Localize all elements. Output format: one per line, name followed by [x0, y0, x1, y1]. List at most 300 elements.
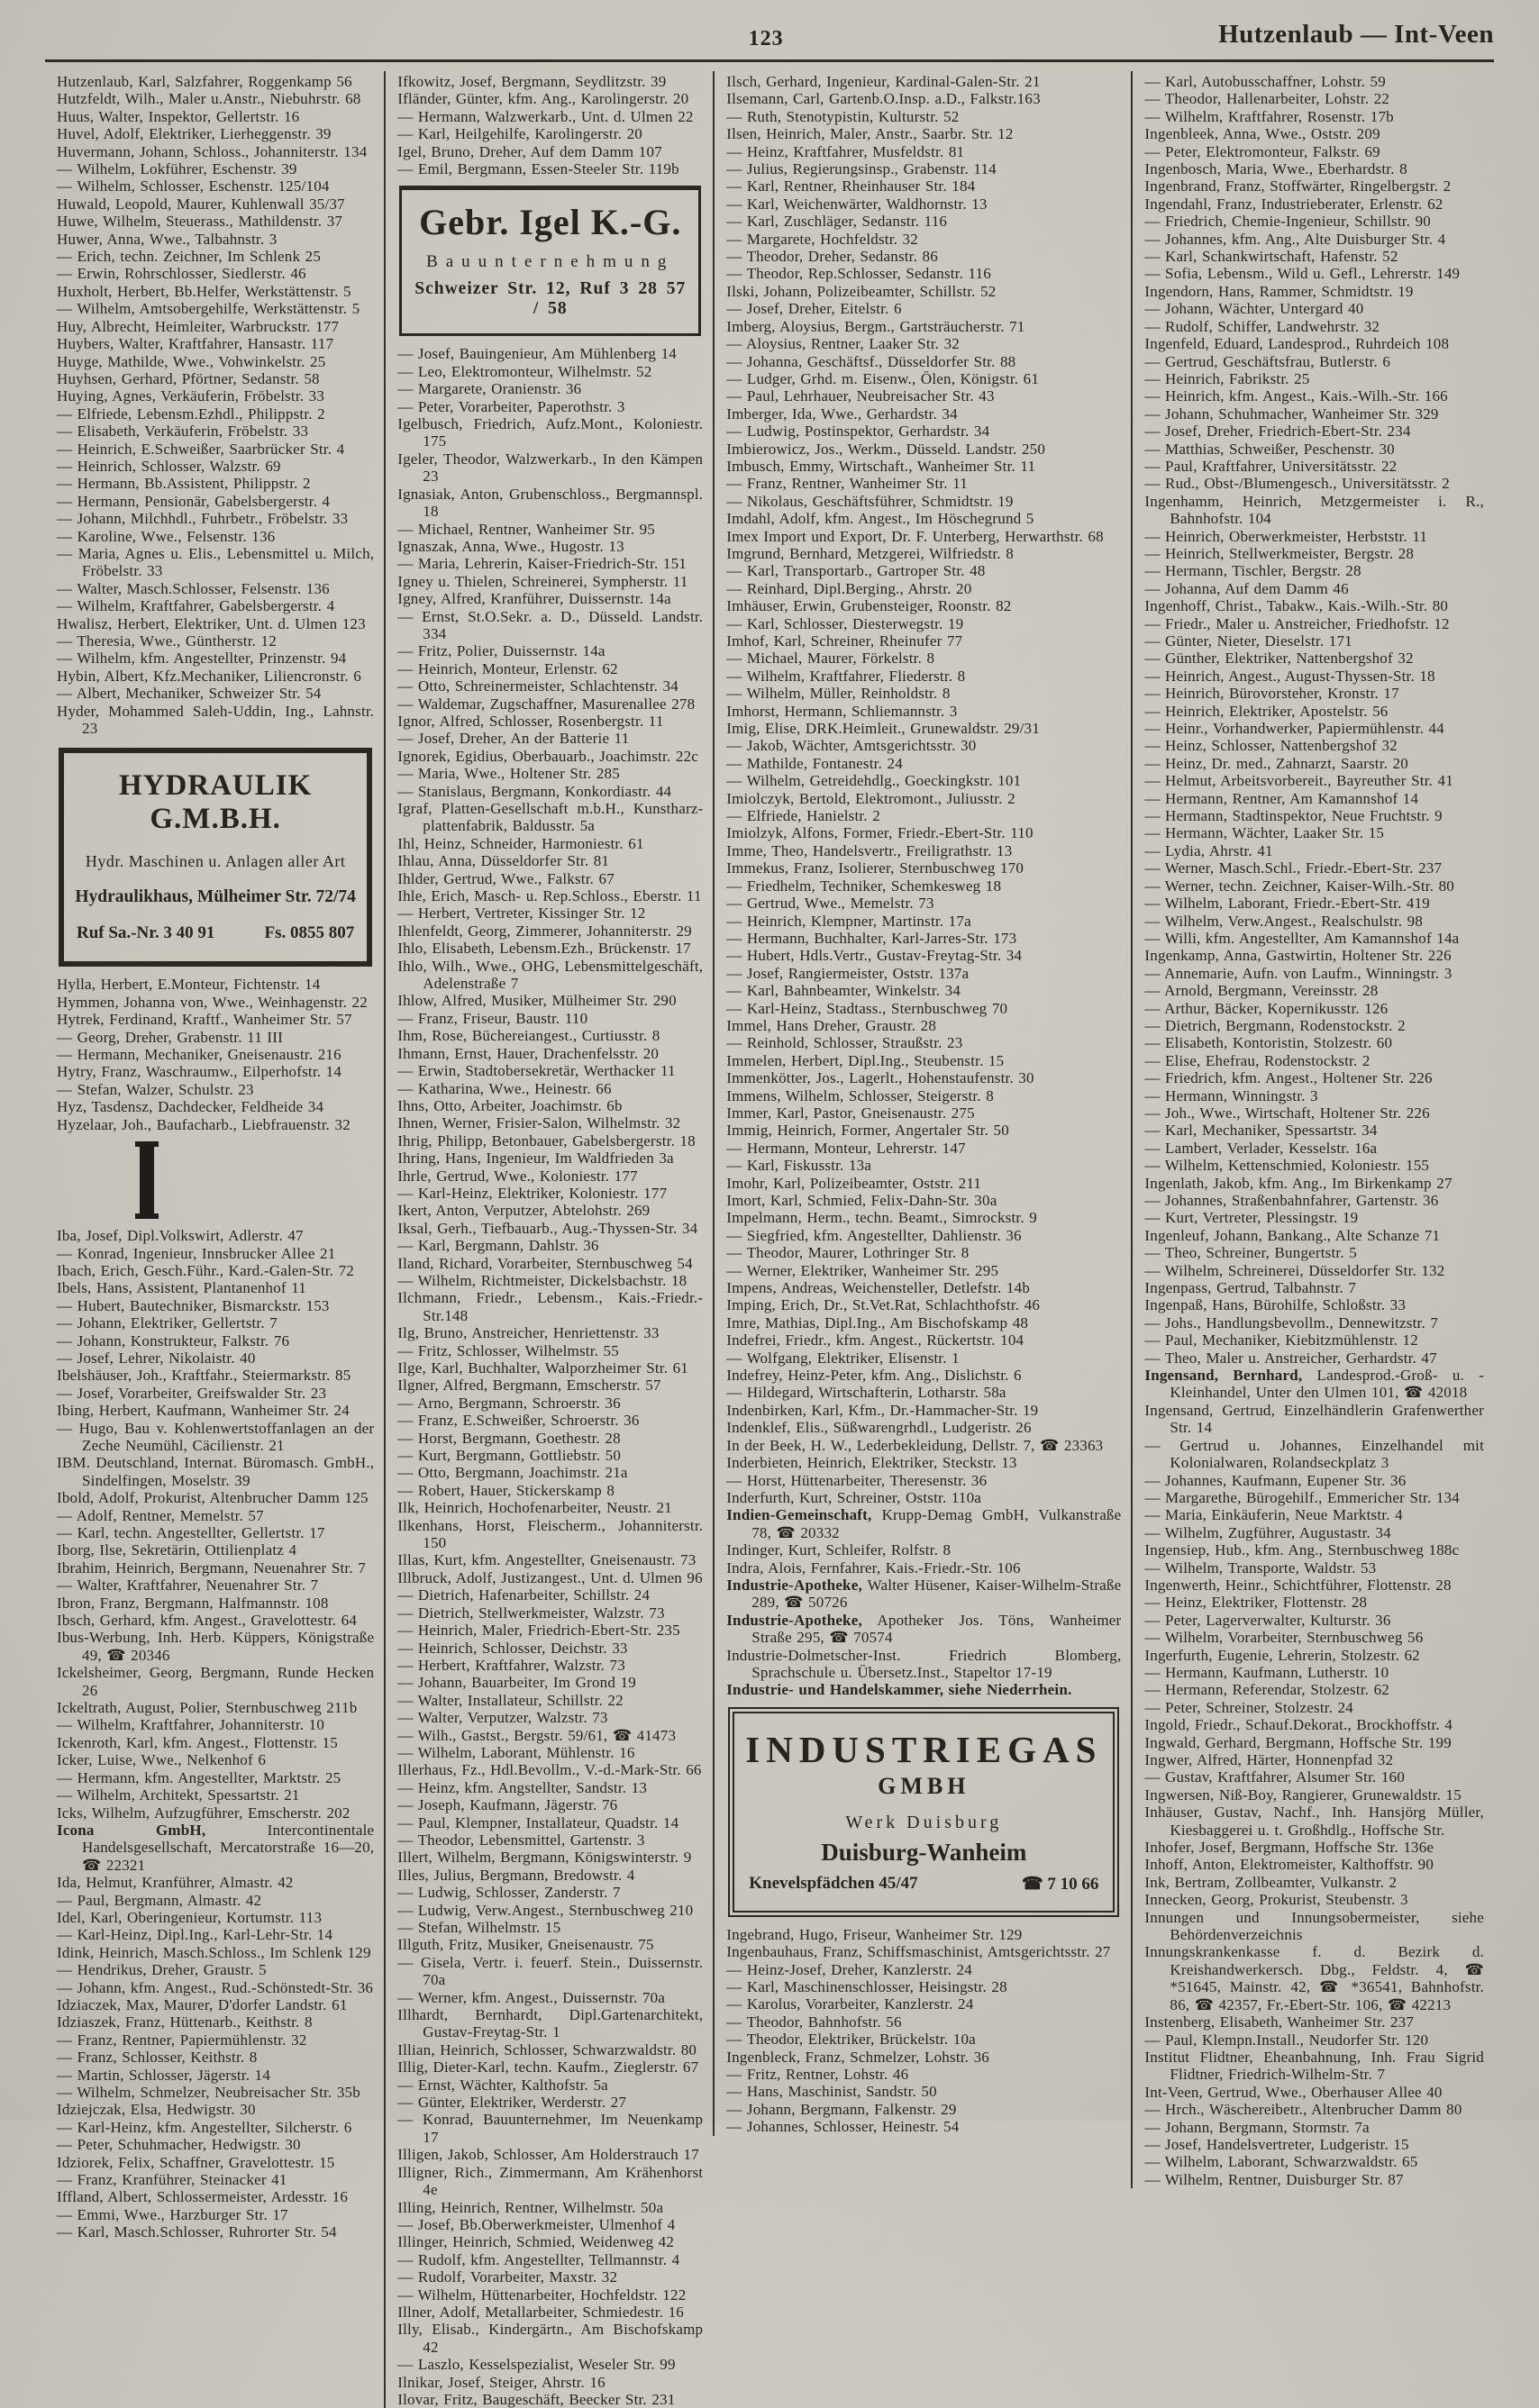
directory-entry: Illes, Julius, Bergmann, Bredowstr. 4: [397, 1866, 635, 1884]
directory-entry: Ilsemann, Carl, Gartenb.O.Insp. a.D., Falkstr.163: [726, 90, 1041, 108]
directory-entry: — Erich, techn. Zeichner, Im Schlenk 25: [57, 248, 322, 266]
entry-bold-name: Industrie-Apotheke,: [726, 1611, 862, 1629]
page-number: 123: [748, 27, 784, 50]
directory-entry: Ibach, Erich, Gesch.Führ., Kard.-Galen-Str. 72: [57, 1261, 354, 1279]
directory-entry: — Karl, Bergmann, Dahlstr. 36: [397, 1237, 599, 1255]
directory-entry: Inhäuser, Gustav, Nachf., Inh. Hansjörg Müller, Kiesbaggerei u. t. Großhdlg., Hoffsche Str.: [1144, 1804, 1484, 1839]
directory-entry: — Wilhelm, Hüttenarbeiter, Hochfeldstr. 122: [397, 2285, 687, 2304]
directory-entry: — Kurt, Bergmann, Gottliebstr. 50: [397, 1447, 622, 1465]
directory-entry: — Theo, Schreiner, Bungertstr. 5: [1144, 1244, 1357, 1262]
ad-industriegas-line: INDUSTRIEGAS: [745, 1728, 1103, 1770]
directory-entry: — Karl, Schlosser, Diesterwegstr. 19: [726, 614, 964, 632]
directory-entry: Ibsch, Gerhard, kfm. Angest., Gravelottestr. 64: [57, 1612, 358, 1630]
directory-entry: Ihring, Hans, Ingenieur, Im Waldfrieden 3a: [397, 1149, 674, 1168]
letter-i-glyph: [140, 1141, 154, 1219]
directory-entry: Inhofer, Josef, Bergmann, Hoffsche Str. 136e: [1144, 1839, 1434, 1857]
directory-entry: Icks, Wilhelm, Aufzugführer, Emscherstr. 202: [57, 1804, 351, 1822]
directory-entry: Innecken, Georg, Prokurist, Steubenstr. 3: [1144, 1891, 1408, 1909]
directory-entry: — Waldemar, Zugschaffner, Masurenallee 278: [397, 695, 696, 713]
directory-entry: — Horst, Hüttenarbeiter, Theresenstr. 36: [726, 1471, 988, 1489]
directory-entry: — Heinrich, Angest., August-Thyssen-Str. 18: [1144, 667, 1435, 685]
directory-entry: — Heinrich, Fabrikstr. 25: [1144, 369, 1310, 387]
entry-bold-name: Ingensand, Bernhard,: [1144, 1367, 1303, 1385]
directory-entry: Ingenhoff, Christ., Tabakw., Kais.-Wilh.-Str. 80: [1144, 597, 1449, 615]
directory-entry: — Heinz, Schlosser, Nattenbergshof 32: [1144, 737, 1398, 755]
directory-entry: — Ludger, Grhd. m. Eisenw., Ölen, Königstr. 61: [726, 369, 1040, 387]
directory-entry: — Ludwig, Schlosser, Zanderstr. 7: [397, 1884, 621, 1902]
directory-entry: Illhardt, Bernhardt, Dipl.Gartenarchitekt, Gustav-Freytag-Str. 1: [397, 2006, 704, 2041]
directory-entry: Ingensand, Bernhard, Landesprod.-Groß- u. -Kleinhandel, Unter den Ulmen 101, ☎ 42018: [1144, 1367, 1485, 1402]
directory-entry: Ihm, Rose, Büchereiangest., Curtiusstr. 8: [397, 1027, 660, 1045]
directory-entry: Imhäuser, Erwin, Grubensteiger, Roonstr. 82: [726, 597, 1012, 615]
directory-entry: — Elise, Ehefrau, Rodenstockstr. 2: [1144, 1051, 1371, 1069]
ad-text: Knevelspfädchen 45/47: [749, 1873, 918, 1893]
directory-entry: Imiolczyk, Bertold, Elektromont., Juliusstr. 2: [726, 789, 1015, 807]
directory-entry: — Johanna, Auf dem Damm 46: [1144, 579, 1349, 597]
ad-hydraulik: [59, 748, 372, 967]
directory-entry: Huvel, Adolf, Elektriker, Lierheggenstr. 39: [57, 125, 332, 143]
directory-entry: — Theodor, Lebensmittel, Gartenstr. 3: [397, 1831, 645, 1849]
directory-entry: Ickelsheimer, Georg, Bergmann, Runde Hecken 26: [57, 1664, 375, 1699]
directory-entry: — Josef, Rangiermeister, Oststr. 137a: [726, 964, 970, 982]
directory-entry: Ingendahl, Franz, Industrieberater, Erlenstr. 62: [1144, 195, 1443, 213]
directory-entry: Immer, Karl, Pastor, Gneisenaustr. 275: [726, 1104, 975, 1122]
ad-industriegas-line: Werk Duisburg: [845, 1812, 1003, 1832]
directory-entry: Indenklef, Elis., Süßwarengrhdl., Ludgeristr. 26: [726, 1419, 1032, 1437]
directory-entry: — Karl, Rentner, Rheinhauser Str. 184: [726, 177, 976, 195]
ad-industriegas: [728, 1707, 1119, 1917]
directory-entry: — Heinr., Vorhandwerker, Papiermühlenstr. 44: [1144, 720, 1444, 738]
directory-entry: — Walter, Verputzer, Walzstr. 73: [397, 1709, 608, 1727]
directory-entry: Hylla, Herbert, E.Monteur, Fichtenstr. 14: [57, 976, 321, 994]
directory-entry: Hyzelaar, Joh., Baufacharb., Liebfrauenstr. 32: [57, 1115, 351, 1133]
directory-entry: — Hermann, Pensionär, Gabelsbergerstr. 4: [57, 492, 331, 510]
directory-entry: Iborg, Ilse, Sekretärin, Ottilienplatz 4: [57, 1541, 297, 1559]
directory-entry: — Heinrich, Klempner, Martinstr. 17a: [726, 912, 971, 930]
directory-entry: — Josef, Handelsvertreter, Ludgeristr. 15: [1144, 2135, 1409, 2153]
directory-entry: Indefrei, Friedr., kfm. Angest., Rückertstr. 104: [726, 1331, 1024, 1349]
directory-entry: — Ruth, Stenotypistin, Kulturstr. 52: [726, 107, 960, 125]
directory-entry: Imme, Theo, Handelsvertr., Freiligrathstr. 13: [726, 841, 1013, 859]
directory-entry: — Karl, Heilgehilfe, Karolingerstr. 20: [397, 125, 642, 143]
directory-entry: — Johannes, Straßenbahnfahrer, Gartenstr. 36: [1144, 1192, 1439, 1209]
directory-entry: Huyge, Mathilde, Wwe., Vohwinkelstr. 25: [57, 352, 326, 370]
directory-entry: — Johann, Bergmann, Falkenstr. 29: [726, 2100, 957, 2118]
ad-text: ☎ 7 10 66: [1021, 1874, 1099, 1894]
directory-entry: Ibelshäuser, Joh., Kraftfahr., Steiermarkstr. 85: [57, 1367, 351, 1385]
directory-entry: Instenberg, Elisabeth, Wanheimer Str. 237: [1144, 2013, 1415, 2031]
directory-entry: — Paul, Mechaniker, Kiebitzmühlenstr. 12: [1144, 1331, 1418, 1349]
directory-entry: Immens, Wilhelm, Schlosser, Steigerstr. 8: [726, 1086, 994, 1104]
directory-entry: — Karl, Zuschläger, Sedanstr. 116: [726, 213, 948, 231]
directory-entry: — Horst, Bergmann, Goethestr. 28: [397, 1429, 621, 1447]
directory-entry: — Hendrikus, Dreher, Graustr. 5: [57, 1961, 267, 1979]
directory-entry: — Georg, Dreher, Grabenstr. 11 III: [57, 1028, 283, 1046]
directory-entry: Imping, Erich, Dr., St.Vet.Rat, Schlachthofstr. 46: [726, 1296, 1041, 1314]
directory-entry: Ihmann, Ernst, Hauer, Drachenfelsstr. 20: [397, 1044, 660, 1062]
directory-entry: Imbierowicz, Jos., Werkm., Düsseld. Landstr. 250: [726, 440, 1046, 458]
directory-entry: — Wilhelm, Zugführer, Augustastr. 34: [1144, 1523, 1391, 1541]
ad-industriegas-line: Duisburg-Wanheim: [821, 1838, 1027, 1866]
ad-text: Fs. 0855 807: [264, 923, 355, 943]
directory-entry: — Walter, Masch.Schlosser, Felsenstr. 136: [57, 579, 330, 597]
directory-entry: — Arthur, Bäcker, Kopernikusstr. 126: [1144, 999, 1389, 1017]
directory-entry: — Wilhelm, Kraftfahrer, Johanniterstr. 10: [57, 1716, 325, 1734]
directory-entry: Ihrig, Philipp, Betonbauer, Gabelsbergerstr. 18: [397, 1131, 696, 1149]
directory-entry: — Johann, Konstrukteur, Falkstr. 76: [57, 1331, 290, 1349]
directory-entry: Imberg, Aloysius, Bergm., Gartsträucherstr. 71: [726, 317, 1025, 335]
directory-entry: — Wilhelm, Kettenschmied, Koloniestr. 155: [1144, 1157, 1430, 1175]
directory-entry: — Gertrud, Geschäftsfrau, Butlerstr. 6: [1144, 352, 1391, 370]
directory-entry: — Wilhelm, Verw.Angest., Realschulstr. 98: [1144, 912, 1424, 930]
directory-entry: — Peter, Vorarbeiter, Paperothstr. 3: [397, 397, 625, 415]
directory-entry: — Emmi, Wwe., Harzburger Str. 17: [57, 2205, 288, 2223]
directory-column-2: [384, 71, 713, 2408]
directory-entry: — Ernst, Wächter, Kalthofstr. 5a: [397, 2076, 608, 2094]
directory-entry: — Rudolf, Vorarbeiter, Maxstr. 32: [397, 2268, 618, 2286]
ad-industriegas-line: GMBH: [878, 1772, 970, 1799]
directory-entry: Inhoff, Anton, Elektromeister, Kalthoffstr. 90: [1144, 1856, 1434, 1874]
directory-entry: — Michael, Rentner, Wanheimer Str. 95: [397, 520, 656, 538]
directory-entry: Imre, Mathias, Dipl.Ing., Am Bischofskamp 48: [726, 1313, 1029, 1331]
directory-entry: Ilg, Bruno, Anstreicher, Henriettenstr. 33: [397, 1324, 660, 1342]
directory-entry: — Werner, Masch.Schl., Friedr.-Ebert-Str. 237: [1144, 859, 1443, 877]
directory-entry: — Johann, Wächter, Untergard 40: [1144, 300, 1364, 318]
directory-entry: Illigen, Jakob, Schlosser, Am Holderstrauch 17: [397, 2146, 699, 2164]
directory-entry: — Karl-Heinz, Stadtass., Sternbuschweg 70: [726, 999, 1008, 1017]
directory-entry: — Wilhelm, Schreinerei, Düsseldorfer Str. 132: [1144, 1261, 1445, 1279]
directory-entry: — Michael, Maurer, Förkelstr. 8: [726, 650, 935, 668]
directory-entry: Ingenpaß, Hans, Bürohilfe, Schloßstr. 33: [1144, 1296, 1407, 1314]
directory-entry: — Hermann, Tischler, Bergstr. 28: [1144, 562, 1361, 580]
ad-igel: [399, 186, 701, 336]
directory-entry: — Laszlo, Kesselspezialist, Weseler Str. 99: [397, 2356, 676, 2374]
directory-entry: In der Beek, H. W., Lederbekleidung, Dellstr. 7, ☎ 23363: [726, 1436, 1104, 1454]
directory-entry: — Hrch., Wäschereibetr., Altenbrucher Damm 80: [1144, 2101, 1462, 2119]
directory-entry: — Dietrich, Hafenarbeiter, Schillstr. 24: [397, 1586, 651, 1604]
directory-entry: — Karl, techn. Angestellter, Gellertstr. 17: [57, 1524, 325, 1541]
directory-entry: — Wilhelm, kfm. Angestellter, Prinzenstr. 94: [57, 650, 347, 668]
directory-entry: — Theodor, Maurer, Lothringer Str. 8: [726, 1244, 970, 1262]
directory-entry: — Theresia, Wwe., Güntherstr. 12: [57, 632, 277, 650]
page-header-range: Hutzenlaub — Int-Veen: [1218, 20, 1494, 49]
directory-entry: Ingenbosch, Maria, Wwe., Eberhardstr. 8: [1144, 160, 1407, 178]
directory-entry: — Wilhelm, Richtmeister, Dickelsbachstr. 18: [397, 1271, 688, 1289]
directory-entry: — Heinrich, Bürovorsteher, Kronstr. 17: [1144, 685, 1399, 703]
directory-entry: Ingenbrand, Franz, Stoffwärter, Ringelbergstr. 2: [1144, 177, 1452, 195]
directory-entry: — Albert, Mechaniker, Schweizer Str. 54: [57, 685, 322, 703]
directory-entry: Ilk, Heinrich, Hochofenarbeiter, Neustr. 21: [397, 1499, 672, 1517]
directory-entry: — Friedr., Maler u. Anstreicher, Friedhofstr. 12: [1144, 614, 1450, 632]
directory-entry: Igelbusch, Friedrich, Aufz.Mont., Koloniestr. 175: [397, 415, 704, 450]
directory-entry: — Kurt, Vertreter, Plessingstr. 19: [1144, 1209, 1359, 1227]
directory-entry: Illas, Kurt, kfm. Angestellter, Gneisenaustr. 73: [397, 1551, 697, 1569]
directory-entry: Icona GmbH, Intercontinentale Handelsgesellschaft, Mercatorstraße 16—20, ☎ 22321: [57, 1821, 375, 1874]
directory-entry: Indien-Gemeinschaft, Krupp-Demag GmbH, Vulkanstraße 78, ☎ 20332: [726, 1506, 1122, 1541]
ad-industriegas-line: [745, 1874, 1102, 1895]
directory-entry: — Theodor, Dreher, Sedanstr. 86: [726, 248, 938, 266]
directory-entry: Ignor, Alfred, Schlosser, Rosenbergstr. 11: [397, 712, 664, 730]
ad-hydraulik-line: Hydraulikhaus, Mülheimer Str. 72/74: [75, 887, 356, 907]
directory-entry: — Martin, Schlosser, Jägerstr. 14: [57, 2066, 271, 2084]
directory-entry: — Konrad, Bauunternehmer, Im Neuenkamp 17: [397, 2111, 704, 2146]
directory-entry: Huwald, Leopold, Maurer, Kuhlenwall 35/37: [57, 195, 345, 213]
directory-entry: Idziorek, Felix, Schaffner, Gravelottestr. 15: [57, 2153, 335, 2171]
directory-entry: — Karoline, Wwe., Felsenstr. 136: [57, 527, 276, 545]
directory-entry: — Friedhelm, Techniker, Schemkesweg 18: [726, 877, 1002, 895]
directory-entry: Hyder, Mohammed Saleh-Uddin, Ing., Lahnstr. 23: [57, 702, 375, 738]
directory-entry: — Otto, Schreinermeister, Schlachtenstr. 34: [397, 677, 678, 695]
directory-entry: Idziejczak, Elsa, Hedwigstr. 30: [57, 2101, 256, 2119]
directory-entry: Huybers, Walter, Kraftfahrer, Hansastr. 117: [57, 335, 334, 353]
directory-entry: — Josef, Bb.Oberwerkmeister, Ulmenhof 4: [397, 2215, 676, 2233]
directory-entry: Illner, Adolf, Metallarbeiter, Schmiedestr. 16: [397, 2303, 685, 2321]
directory-entry: Industrie-Apotheke, Apotheker Jos. Töns, Wanheimer Straße 295, ☎ 70574: [726, 1611, 1122, 1647]
directory-entry: — Franz, E.Schweißer, Schroerstr. 36: [397, 1412, 640, 1430]
directory-entry: — Karl, Maschinenschlosser, Heisingstr. 28: [726, 1978, 1007, 1995]
directory-entry: — Fritz, Rentner, Lohstr. 46: [726, 2066, 909, 2084]
directory-entry: — Walter, Installateur, Schillstr. 22: [397, 1691, 624, 1709]
directory-entry: Huus, Walter, Inspektor, Gellertstr. 16: [57, 107, 300, 125]
directory-entry: — Konrad, Ingenieur, Innsbrucker Allee 21: [57, 1244, 336, 1262]
directory-entry: Ignaszak, Anna, Wwe., Hugostr. 13: [397, 537, 624, 555]
directory-entry: — Werner, Elektriker, Wanheimer Str. 295: [726, 1261, 999, 1279]
directory-entry: Ingendorn, Hans, Rammer, Schmidtstr. 19: [1144, 282, 1414, 300]
directory-entry: — Hermann, Buchhalter, Karl-Jarres-Str. 173: [726, 929, 1017, 947]
ad-hydraulik-line: Hydr. Maschinen u. Anlagen aller Art: [85, 852, 346, 871]
directory-entry: — Hubert, Hdls.Vertr., Gustav-Freytag-Str. 34: [726, 947, 1023, 965]
directory-entry: Institut Flidtner, Eheanbahnung, Inh. Frau Sigrid Flidtner, Friedrich-Wilhelm-Str. 7: [1144, 2048, 1484, 2084]
directory-entry: Ilgner, Alfred, Bergmann, Emscherstr. 57: [397, 1377, 661, 1395]
directory-entry: Iksal, Gerh., Tiefbauarb., Aug.-Thyssen-Str. 34: [397, 1219, 698, 1237]
directory-entry: — Johann, kfm. Angest., Rud.-Schönstedt-Str. 36: [57, 1978, 374, 1996]
directory-entry: — Karl-Heinz, kfm. Angestellter, Silcherstr. 6: [57, 2118, 352, 2136]
directory-entry: — Joseph, Kaufmann, Jägerstr. 76: [397, 1796, 618, 1814]
directory-entry: — Wilhelm, Laborant, Mühlenstr. 16: [397, 1743, 635, 1761]
directory-entry: — Josef, Dreher, Eitelstr. 6: [726, 300, 902, 318]
directory-entry: Illinger, Heinrich, Schmied, Weidenweg 42: [397, 2233, 675, 2251]
directory-entry: Ihnen, Werner, Frisier-Salon, Wilhelmstr. 32: [397, 1114, 681, 1132]
directory-entry: — Paul, Bergmann, Almastr. 42: [57, 1891, 262, 1909]
directory-entry: — Hermann, Bb.Assistent, Philippstr. 2: [57, 475, 311, 493]
directory-entry: — Peter, Lagerverwalter, Kulturstr. 36: [1144, 1611, 1391, 1629]
directory-entry: — Reinhold, Schlosser, Straußstr. 23: [726, 1034, 963, 1052]
directory-entry: — Karolus, Vorarbeiter, Kanzlerstr. 24: [726, 1995, 974, 2013]
directory-entry: — Ludwig, Postinspektor, Gerhardstr. 34: [726, 423, 990, 441]
directory-entry: — Lydia, Ahrstr. 41: [1144, 841, 1273, 859]
directory-entry: — Peter, Schuhmacher, Hedwigstr. 30: [57, 2136, 301, 2154]
directory-entry: Imort, Karl, Schmied, Felix-Dahn-Str. 30a: [726, 1192, 997, 1209]
directory-entry: — Margarete, Oranienstr. 36: [397, 380, 582, 398]
directory-entry: — Walter, Kraftfahrer, Neuenahrer Str. 7: [57, 1577, 319, 1595]
directory-entry: Ingenfeld, Eduard, Landesprod., Ruhrdeich 108: [1144, 335, 1450, 353]
directory-entry: — Günter, Elektriker, Werderstr. 27: [397, 2094, 627, 2112]
directory-entry: — Rudolf, kfm. Angestellter, Tellmannstr. 4: [397, 2250, 680, 2268]
directory-entry: Imig, Elise, DRK.Heimleit., Grunewaldstr. 29/31: [726, 720, 1040, 738]
directory-entry: — Wilhelm, Kraftfahrer, Gabelsbergerstr. 4: [57, 597, 335, 615]
directory-entry: — Heinz, Dr. med., Zahnarzt, Saarstr. 20: [1144, 754, 1408, 772]
directory-entry: — Theo, Maler u. Anstreicher, Gerhardstr. 47: [1144, 1349, 1437, 1367]
directory-entry: — Wilhelm, Rentner, Duisburger Str. 87: [1144, 2170, 1404, 2188]
directory-entry: Huyhsen, Gerhard, Pförtner, Sedanstr. 58: [57, 369, 320, 387]
directory-entry: — Heinz, kfm. Angstellter, Sandstr. 13: [397, 1778, 648, 1796]
directory-entry: Ingensiep, Hub., kfm. Ang., Sternbuschweg 188c: [1144, 1541, 1460, 1559]
directory-entry: Hyz, Tasdensz, Dachdecker, Feldheide 34: [57, 1098, 324, 1116]
directory-entry: Immekus, Franz, Isolierer, Sternbuschweg 170: [726, 859, 1024, 877]
directory-entry: Iffland, Albert, Schlossermeister, Ardesstr. 16: [57, 2188, 349, 2206]
directory-entry: — Elfriede, Hanielstr. 2: [726, 807, 880, 825]
directory-entry: Ignasiak, Anton, Grubenschloss., Bergmannspl. 18: [397, 485, 704, 521]
directory-entry: — Johannes, Schlosser, Heinestr. 54: [726, 2118, 960, 2136]
directory-entry: — Stefan, Walzer, Schulstr. 23: [57, 1080, 254, 1098]
directory-entry: — Elisabeth, Verkäuferin, Fröbelstr. 33: [57, 423, 309, 441]
directory-entry: — Franz, Rentner, Papiermühlenstr. 32: [57, 2031, 307, 2049]
directory-entry: Impelmann, Herm., techn. Beamt., Simrockstr. 9: [726, 1209, 1037, 1227]
directory-entry: Innungskrankenkasse f. d. Bezirk d. Kreishandwerkersch. Dbg., Feldstr. 4, ☎ *51645, Mainstr. 42, ☎ *36541, Bahnhofstr. 86, ☎ 42357, Fr.-Ebert-Str. 106, ☎ 42213: [1144, 1943, 1484, 2013]
directory-entry: — Karl-Heinz, Dipl.Ing., Karl-Lehr-Str. 14: [57, 1926, 333, 1944]
directory-entry: — Peter, Elektromonteur, Falkstr. 69: [1144, 142, 1380, 160]
directory-entry: — Gisela, Vertr. i. feuerf. Stein., Duissernstr. 70a: [397, 1953, 704, 1989]
directory-entry: Imhof, Karl, Schreiner, Rheinufer 77: [726, 632, 963, 650]
directory-entry: IBM. Deutschland, Internat. Büromasch. GmbH., Sindelfingen, Moselstr. 39: [57, 1454, 375, 1489]
directory-entry: Imhorst, Hermann, Schliemannstr. 3: [726, 702, 958, 720]
directory-entry: Illert, Wilhelm, Bergmann, Königswinterstr. 9: [397, 1849, 692, 1867]
directory-entry: — Karl-Heinz, Elektriker, Koloniestr. 177: [397, 1184, 668, 1202]
directory-entry: — Karl, Schankwirtschaft, Hafenstr. 52: [1144, 248, 1398, 266]
directory-entry: Ingenbauhaus, Franz, Schiffsmaschinist, Amtsgerichtsstr. 27: [726, 1943, 1111, 1961]
directory-entry: — Heinrich, Elektriker, Apostelstr. 56: [1144, 702, 1389, 720]
directory-entry: — Theodor, Bahnhofstr. 56: [726, 2013, 902, 2031]
directory-entry: — Johannes, Kaufmann, Eupener Str. 36: [1144, 1471, 1407, 1489]
directory-entry: Huying, Agnes, Verkäuferin, Fröbelstr. 33: [57, 387, 325, 405]
directory-entry: — Wilhelm, Schlosser, Eschenstr. 125/104: [57, 177, 330, 195]
directory-entry: — Wilhelm, Kraftfahrer, Fliederstr. 8: [726, 667, 966, 685]
directory-entry: — Johann, Elektriker, Gellertstr. 7: [57, 1314, 278, 1332]
directory-entry: — Wilhelm, Transporte, Waldstr. 53: [1144, 1558, 1377, 1577]
directory-entry: — Wilhelm, Architekt, Spessartstr. 21: [57, 1786, 300, 1804]
directory-entry: — Franz, Friseur, Baustr. 110: [397, 1009, 588, 1027]
directory-entry: — Leo, Elektromonteur, Wilhelmstr. 52: [397, 362, 652, 380]
directory-entry: — Ludwig, Verw.Angest., Sternbuschweg 210: [397, 1901, 694, 1919]
directory-entry: Ida, Helmut, Kranführer, Almastr. 42: [57, 1874, 294, 1892]
directory-entry: — Hubert, Bautechniker, Bismarckstr. 153: [57, 1296, 330, 1314]
directory-entry: Illerhaus, Fz., Hdl.Bevollm., V.-d.-Mark-Str. 66: [397, 1761, 702, 1779]
directory-entry: — Wilhelm, Kraftfahrer, Rosenstr. 17b: [1144, 107, 1394, 125]
directory-entry: Ibels, Hans, Assistent, Plantanenhof 11: [57, 1279, 307, 1297]
directory-entry: — Gertrud u. Johannes, Einzelhandel mit Kolonialwaren, Rolandseckplatz 3: [1144, 1436, 1484, 1472]
directory-entry: — Heinrich, Oberwerkmeister, Herbststr. 11: [1144, 527, 1428, 545]
directory-entry: — Hermann, Stadtinspektor, Neue Fruchtstr. 9: [1144, 807, 1443, 825]
directory-entry: Ibing, Herbert, Kaufmann, Wanheimer Str. 24: [57, 1402, 350, 1420]
directory-entry: Ilge, Karl, Buchhalter, Walporzheimer Str. 61: [397, 1359, 688, 1377]
directory-entry: — Wilhelm, Lokführer, Eschenstr. 39: [57, 160, 297, 178]
directory-entry: — Hermann, Referendar, Stolzestr. 62: [1144, 1681, 1389, 1699]
directory-entry: Ihlo, Wilh., Wwe., OHG, Lebensmittelgeschäft, Adelenstraße 7: [397, 957, 704, 993]
directory-entry: — Heinz, Kraftfahrer, Musfeldstr. 81: [726, 142, 965, 160]
directory-entry: Ihle, Erich, Masch- u. Rep.Schloss., Eberstr. 11: [397, 887, 702, 905]
directory-entry: Ingenbleek, Anna, Wwe., Oststr. 209: [1144, 125, 1380, 143]
directory-entry: — Theodor, Elektriker, Brückelstr. 10a: [726, 2031, 976, 2049]
directory-entry: Hutzenlaub, Karl, Salzfahrer, Roggenkamp 56: [57, 73, 352, 90]
directory-entry: Ilnikar, Josef, Steiger, Ahrstr. 16: [397, 2373, 606, 2391]
directory-entry: Imdahl, Adolf, kfm. Angest., Im Höschegrund 5: [726, 510, 1034, 528]
directory-entry: Idel, Karl, Oberingenieur, Kortumstr. 113: [57, 1908, 323, 1926]
directory-entry: Ingenhamm, Heinrich, Metzgermeister i. R., Bahnhofstr. 104: [1144, 492, 1484, 528]
directory-entry: Illian, Heinrich, Schlosser, Schwarzwaldstr. 80: [397, 2040, 697, 2058]
directory-entry: — Fritz, Polier, Duissernstr. 14a: [397, 642, 606, 660]
directory-entry: Indra, Alois, Fernfahrer, Kais.-Friedr.-Str. 106: [726, 1558, 1021, 1577]
entry-bold-name: Industrie-Apotheke,: [726, 1576, 862, 1594]
directory-entry: — Margarethe, Bürogehilf., Emmericher Str. 134: [1144, 1488, 1460, 1506]
directory-entry: — Franz, Kranführer, Steinacker 41: [57, 2171, 287, 2189]
directory-entry: Ingenleuf, Johann, Bankang., Alte Schanze 71: [1144, 1226, 1441, 1244]
directory-entry: Inderbieten, Heinrich, Elektriker, Steckstr. 13: [726, 1454, 1017, 1472]
directory-entry: — Heinz, Elektriker, Flottenstr. 28: [1144, 1594, 1368, 1612]
directory-entry: Innungen und Innungsobermeister, siehe Behördenverzeichnis: [1144, 1908, 1484, 1944]
directory-entry: Illing, Heinrich, Rentner, Wilhelmstr. 50a: [397, 2198, 664, 2216]
directory-entry: — Franz, Rentner, Wanheimer Str. 11: [726, 475, 968, 493]
directory-entry: Ibus-Werbung, Inh. Herb. Küppers, Königstraße 49, ☎ 20346: [57, 1629, 375, 1664]
ad-igel-line: Bauunternehmung: [426, 252, 675, 272]
directory-entry: Industrie-Apotheke, Walter Hüsener, Kaiser-Wilhelm-Straße 289, ☎ 50726: [726, 1576, 1122, 1612]
directory-entry: — Heinrich, E.Schweißer, Saarbrücker Str. 4: [57, 440, 345, 458]
directory-entry: — Günter, Nieter, Dieselstr. 171: [1144, 632, 1352, 650]
directory-entry: — Rud., Obst-/Blumengesch., Universitätsstr. 2: [1144, 475, 1450, 493]
directory-entry: — Wilh., Gastst., Bergstr. 59/61, ☎ 41473: [397, 1726, 677, 1744]
directory-entry: — Werner, kfm. Angest., Duissernstr. 70a: [397, 1988, 666, 2006]
directory-entry: — Wilhelm, Laborant, Schwarzwaldstr. 65: [1144, 2153, 1418, 2171]
directory-entry: Ilovar, Fritz, Baugeschäft, Beecker Str. 231: [397, 2390, 676, 2408]
directory-entry: — Sofia, Lebensm., Wild u. Gefl., Lehrerstr. 149: [1144, 265, 1461, 283]
directory-entry: Idziaszek, Franz, Hüttenarb., Keithstr. 8: [57, 2013, 313, 2031]
directory-entry: — Heinrich, Maler, Friedrich-Ebert-Str. 235: [397, 1622, 680, 1640]
directory-entry: — Elisabeth, Kontoristin, Stolzestr. 60: [1144, 1034, 1393, 1052]
directory-column-3: [713, 71, 1131, 2136]
page-header: [45, 14, 1494, 62]
directory-entry: — Franz, Schlosser, Keithstr. 8: [57, 2049, 258, 2067]
directory-entry: Industrie-Dolmetscher-Inst. Friedrich Blomberg, Sprachschule u. Übersetz.Inst., Stapeltor 17-19: [726, 1646, 1122, 1681]
directory-entry: — Theodor, Hallenarbeiter, Lohstr. 22: [1144, 90, 1390, 108]
directory-entry: — Dietrich, Stellwerkmeister, Walzstr. 73: [397, 1604, 665, 1622]
directory-entry: — Gustav, Kraftfahrer, Alsumer Str. 160: [1144, 1768, 1406, 1786]
directory-entry: Hymmen, Johanna von, Wwe., Weinhagenstr. 22: [57, 993, 368, 1011]
directory-entry: — Wilhelm, Getreidehdlg., Goeckingkstr. 101: [726, 772, 1022, 790]
directory-entry: — Erwin, Rohrschlosser, Siedlerstr. 46: [57, 265, 306, 283]
directory-entry: — Fritz, Schlosser, Wilhelmstr. 55: [397, 1341, 619, 1359]
directory-entry: — Paul, Klempner, Installateur, Quadstr. 14: [397, 1813, 679, 1831]
directory-entry: — Gertrud, Wwe., Memelstr. 73: [726, 895, 934, 913]
directory-entry: — Adolf, Rentner, Memelstr. 57: [57, 1506, 264, 1524]
directory-entry: Ihlau, Anna, Düsseldorfer Str. 81: [397, 852, 610, 870]
directory-entry: Immel, Hans Dreher, Graustr. 28: [726, 1016, 937, 1034]
directory-entry: — Karl, Fiskusstr. 13a: [726, 1157, 872, 1175]
directory-entry: Illigner, Rich., Zimmermann, Am Krähenhorst 4e: [397, 2163, 704, 2199]
directory-entry: — Johannes, kfm. Ang., Alte Duisburger Str. 4: [1144, 230, 1446, 248]
directory-entry: [726, 1681, 1121, 1698]
directory-entry: Ickenroth, Karl, kfm. Angest., Flottenstr. 15: [57, 1733, 338, 1751]
directory-entry: — Wilhelm, Laborant, Friedr.-Ebert-Str. 419: [1144, 895, 1430, 913]
directory-entry: Imberger, Ida, Wwe., Gerhardstr. 34: [726, 404, 958, 423]
directory-entry: — Wolfgang, Elektriker, Elisenstr. 1: [726, 1349, 960, 1367]
directory-entry: — Hans, Maschinist, Sandstr. 50: [726, 2083, 937, 2101]
directory-entry: Imiolzyk, Alfons, Former, Friedr.-Ebert-Str. 110: [726, 824, 1034, 842]
ad-hydraulik-line: HYDRAULIK G.M.B.H.: [118, 769, 313, 836]
directory-entry: Ingold, Friedr., Schauf.Dekorat., Brockhoffstr. 4: [1144, 1716, 1453, 1734]
directory-entry: Huvermann, Johann, Schloss., Johanniterstr. 134: [57, 142, 368, 160]
directory-entry: — Willi, kfm. Angestellter, Am Kamannshof 14a: [1144, 929, 1460, 947]
directory-entry: Impens, Andreas, Weichensteller, Detlefstr. 14b: [726, 1279, 1031, 1297]
ad-hydraulik-line: [73, 923, 358, 943]
